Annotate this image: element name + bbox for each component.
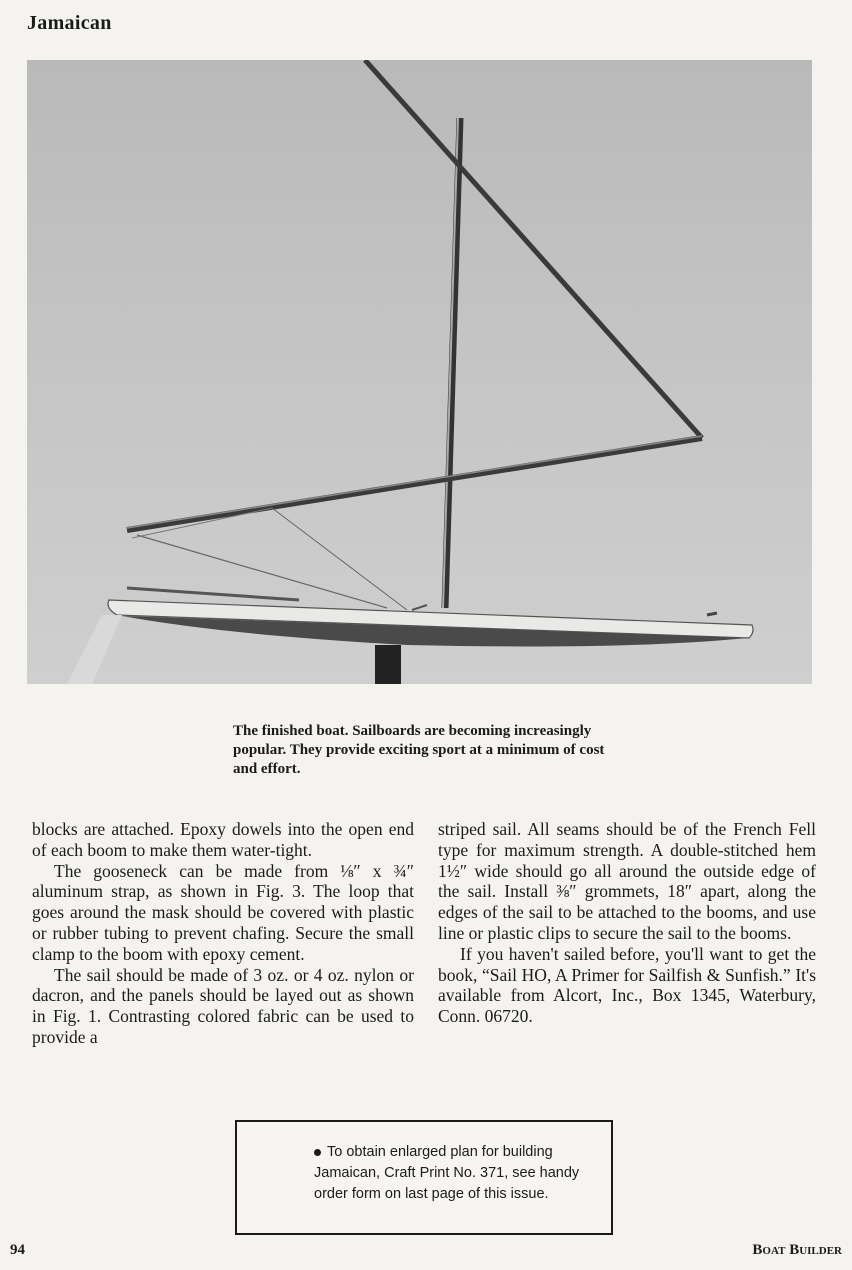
paragraph: If you haven't sailed before, you'll want to get the book, “Sail HO, A Primer for Sailfish & Sunfish.” It's available from Alcort, Inc., Box 1345, Waterbury, Conn. 06720.	[438, 943, 816, 1027]
bullet-icon	[314, 1149, 321, 1156]
page-number: 94	[10, 1242, 25, 1258]
article-column-left	[32, 819, 414, 1048]
paragraph: The sail should be made of 3 oz. or 4 oz. nylon or dacron, and the panels should be layed out as shown in Fig. 1. Contrasting colored fabric can be used to provide a	[32, 964, 414, 1047]
stand-left	[67, 615, 122, 684]
stand-post	[375, 645, 401, 684]
section-title: Jamaican	[27, 12, 112, 34]
mast	[445, 118, 460, 608]
article-column-right	[438, 819, 816, 1027]
sailboard-illustration	[27, 60, 812, 684]
lower-boom	[127, 438, 702, 530]
order-notice-text: To obtain enlarged plan for building Jamaican, Craft Print No. 371, see handy order form on last page of this issue.	[314, 1144, 580, 1202]
order-notice-box	[235, 1120, 613, 1235]
paragraph: striped sail. All seams should be of the French Fell type for maximum strength. A double-stitched hem 1½″ wide should go all around the outside edge of the sail. Install ⅜″ grommets, 18″ apart, along the edges of the sail to be attached to the booms, and use line or plastic clips to secure the sail to the booms.	[438, 819, 816, 943]
figure-caption: The finished boat. Sailboards are becoming increasingly popular. They provide exciting sport at a minimum of cost and effort.	[233, 723, 605, 777]
paragraph: The gooseneck can be made from ⅛″ x ¾″ aluminum strap, as shown in Fig. 3. The loop that goes around the mask should be covered with plastic or rubber tubing to prevent chafing. Secure the small clamp to the boom with epoxy cement.	[32, 860, 414, 964]
upper-yard	[365, 60, 702, 438]
magazine-name: Boat Builder	[752, 1242, 842, 1258]
boat-photo	[27, 60, 812, 684]
paragraph: blocks are attached. Epoxy dowels into the open end of each boom to make them water-tight.	[32, 819, 414, 860]
